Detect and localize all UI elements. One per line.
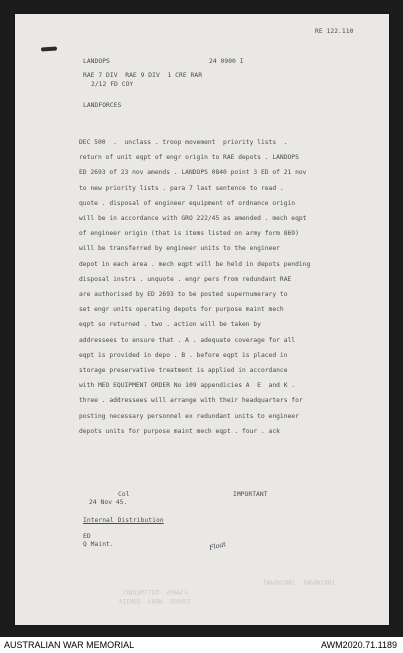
- message-body-line: with MEO EQUIPMENT ORDER No 109 appendicies A E and K .: [79, 382, 296, 390]
- archive-footer: [0, 637, 403, 653]
- from-originator: LANDOPS: [83, 58, 110, 65]
- addressee-line: RAE 7 DIV RAE 9 DIV 1 CRE RAR: [83, 72, 203, 79]
- document-page: [15, 14, 389, 625]
- addressee-line-2: 2/12 FD COY: [91, 81, 134, 88]
- message-body-line: storage preservative treatment is applied in accordance: [79, 367, 288, 374]
- archive-name: AUSTRALIAN WAR MEMORIAL: [4, 640, 135, 650]
- message-body-line: three . addressees will arrange with their headquarters for: [79, 397, 303, 405]
- message-body-line: will be transferred by engineer units to the engineer: [79, 245, 280, 253]
- distribution-item: ED: [83, 533, 91, 540]
- message-body-line: of engineer origin (that is items listed on army form 869): [79, 230, 299, 238]
- handwritten-annotation: Float: [208, 540, 227, 552]
- message-body-line: return of unit eqpt of engr origin to RAE depots . LANDOPS: [79, 154, 299, 162]
- message-body-line: addressees to ensure that . A . adequate coverage for all: [79, 336, 296, 344]
- message-body-line: depots units for purpose maint mech eqpt . four . ack: [79, 427, 280, 435]
- message-body-line: to new priority lists . para 7 last sentence to read .: [79, 184, 284, 192]
- reference-number: RE 122.110: [315, 28, 354, 35]
- message-body-line: eqpt so returned . two . action will be taken by: [79, 321, 261, 329]
- message-body-line: quote . disposal of engineer equipment of ordnance origin: [79, 199, 296, 207]
- message-body-line: set engr units operating depots for purpose maint mech: [79, 306, 284, 314]
- message-body-line: ED 2693 of 23 nov amends . LANDOPS 0840 point 3 ED of 21 nov: [79, 169, 307, 177]
- message-body-line: DEC 500 . unclass . troop movement priority lists .: [79, 139, 288, 146]
- distribution-item: Q Maint.: [83, 541, 114, 548]
- message-body-line: depot in each area . mech eqpt will be held in depots pending: [79, 260, 311, 268]
- message-body-line: disposal instrs . unquote . engr pers from redundant RAE: [79, 275, 292, 283]
- message-body-line: will be in accordance with GRO 222/45 as amended . mech eqpt: [79, 215, 307, 222]
- signature-date: 24 Nov 45.: [89, 499, 128, 506]
- signature-col: Col: [118, 491, 130, 498]
- message-body-line: posting necessary personnel ex redundant units to engineer: [79, 412, 299, 420]
- info-addressee: LANDFORCES: [83, 102, 122, 109]
- precedence-label: IMPORTANT: [233, 491, 268, 498]
- message-body-line: are authorised by ED 2693 to be posted supernumerary to: [79, 291, 288, 298]
- bleed-through-mark: CONTROLLED SUPPLY: [123, 588, 189, 595]
- message-body-line: eqpt is provided in depo . B . before eqpt is placed in: [79, 351, 288, 359]
- date-time-group: 24 0900 I: [209, 58, 244, 65]
- archive-id: AWM2020.71.1189: [320, 640, 397, 650]
- bleed-through-mark: VIEWED FROM SOURCE: [119, 597, 192, 604]
- distribution-heading: Internal Distribution: [83, 517, 164, 524]
- punch-hole-mark: [41, 46, 57, 51]
- bleed-through-mark: IMPORTANT IMPORTANT: [263, 578, 336, 585]
